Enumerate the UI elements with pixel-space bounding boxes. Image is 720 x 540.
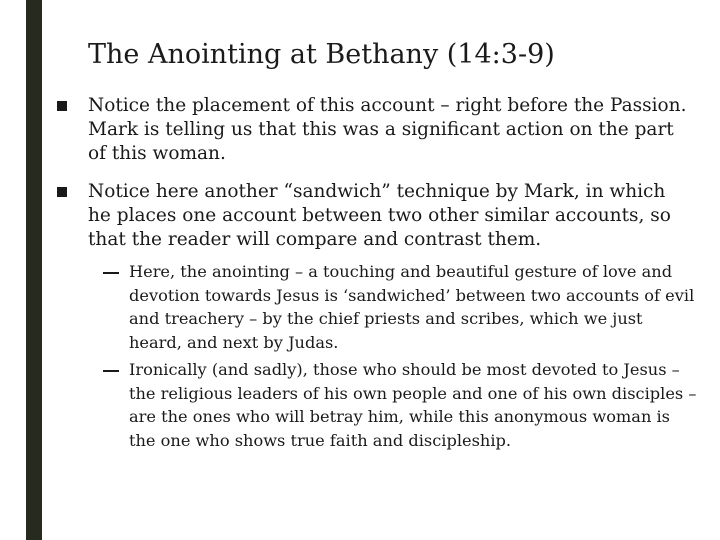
dash-bullet-icon — [103, 272, 119, 274]
sub-bullet-ironically: Ironically (and sadly), those who should be most devoted to Jesus – the religious leaders of his own people and one of his own disciples – are the ones who will betray him, while this anonymous woman is the one who shows true faith and discipleship. — [129, 360, 697, 450]
bullet-sandwich: Notice here another “sandwich” technique by Mark, in which he places one account between two other similar accounts, so that the reader will compare and contrast them. — [88, 181, 671, 250]
bullet-placement: Notice the placement of this account – right before the Passion. Mark is telling us that this was a significant action on the part of this woman. — [88, 95, 687, 164]
slide-title: The Anointing at Bethany (14:3-9) — [88, 39, 555, 70]
square-bullet-icon — [57, 101, 67, 111]
dash-bullet-icon — [103, 370, 119, 372]
left-accent-bar — [26, 0, 42, 540]
square-bullet-icon — [57, 187, 67, 197]
sub-bullet-anointing: Here, the anointing – a touching and beautiful gesture of love and devotion towards Jesus is ‘sandwiched’ between two accounts of evil and treachery – by the chief priests and scribes, which we just heard, and next by Judas. — [129, 262, 695, 352]
